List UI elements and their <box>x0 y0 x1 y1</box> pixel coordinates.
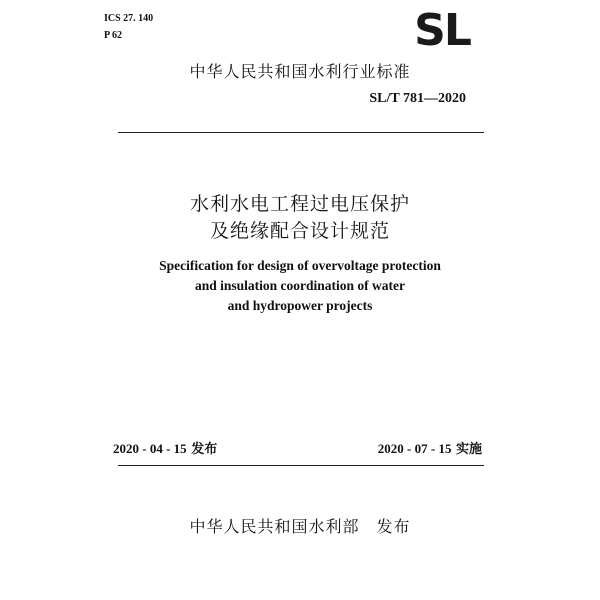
title-en-line-2: and insulation coordination of water <box>194 278 406 293</box>
title-en-line-3: and hydropower projects <box>227 298 373 313</box>
issue-date <box>113 440 217 459</box>
title-en-line-1: Specification for design of overvoltage protection <box>159 258 441 273</box>
bottom-divider <box>118 465 484 466</box>
issue-date-label: 发布 <box>191 442 218 457</box>
top-divider <box>118 132 484 133</box>
implementation-date-label: 实施 <box>455 442 482 457</box>
issue-date-value: 2020 - 04 - 15 <box>113 441 187 456</box>
title-cn-line-1: 水利水电工程过电压保护 <box>189 193 410 215</box>
publisher: 中华人民共和国水利部 发布 <box>189 517 411 536</box>
issuing-body: 中华人民共和国水利行业标准 <box>189 62 411 81</box>
implementation-date <box>378 440 482 459</box>
ccs-code: P 62 <box>104 30 123 41</box>
implementation-date-value: 2020 - 07 - 15 <box>377 441 452 456</box>
title-cn-line-2: 及绝缘配合设计规范 <box>209 220 390 242</box>
sl-logo: SL <box>414 5 470 56</box>
standard-code: SL/T 781—2020 <box>369 91 466 106</box>
ics-code: ICS 27. 140 <box>104 13 154 24</box>
